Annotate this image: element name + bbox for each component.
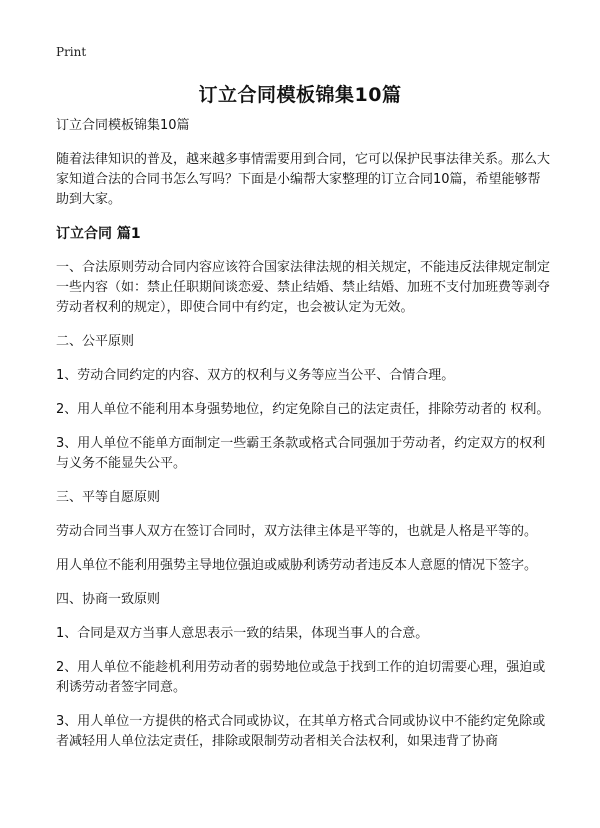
print-label: Print — [56, 45, 87, 59]
paragraph: 3、用人单位一方提供的格式合同或协议，在其单方格式合同或协议中不能约定免除或者减轻用人单位法定责任，排除或限制劳动者相关合法权利，如果违背了协商 — [56, 714, 546, 749]
paragraph: 3、用人单位不能单方面制定一些霸王条款或格式合同强加于劳动者，约定双方的权利与义务不能显失公平。 — [56, 436, 546, 471]
paragraph: 2、用人单位不能利用本身强势地位，约定免除自己的法定责任，排除劳动者的 权利。 — [56, 402, 550, 417]
paragraph: 1、劳动合同约定的内容、双方的权利与义务等应当公平、合情合理。 — [56, 368, 455, 383]
paragraph: 二、公平原则 — [56, 334, 135, 349]
section-heading: 订立合同 篇1 — [56, 226, 141, 242]
paragraph: 用人单位不能利用强势主导地位强迫或威胁利诱劳动者违反本人意愿的情况下签字。 — [56, 558, 538, 573]
paragraph: 劳动合同当事人双方在签订合同时，双方法律主体是平等的，也就是人格是平等的。 — [56, 524, 538, 539]
paragraph: 2、用人单位不能趁机利用劳动者的弱势地位或急于找到工作的迫切需要心理，强迫或利诱劳动者签字同意。 — [56, 660, 546, 695]
paragraph: 1、合同是双方当事人意思表示一致的结果，体现当事人的合意。 — [56, 626, 429, 641]
paragraph: 三、平等自愿原则 — [56, 490, 161, 505]
paragraph: 一、合法原则劳动合同内容应该符合国家法律法规的相关规定，不能违反法律规定制定一些内容（如：禁止任职期间谈恋爱、禁止结婚、禁止结婚、加班不支付加班费等剥夺劳动者权利的规定），即使合同中有约定，也会被认定为无效。 — [56, 260, 551, 315]
document-title: 订立合同模板锦集10篇 — [198, 84, 402, 106]
document-body — [56, 116, 550, 766]
intro-paragraph: 随着法律知识的普及，越来越多事情需要用到合同，它可以保护民事法律关系。那么大家知道合法的合同书怎么写吗？下面是小编帮大家整理的订立合同10篇，希望能够帮助到大家。 — [56, 152, 551, 207]
document-subtitle: 订立合同模板锦集10篇 — [56, 118, 190, 133]
paragraph: 四、协商一致原则 — [56, 592, 161, 607]
